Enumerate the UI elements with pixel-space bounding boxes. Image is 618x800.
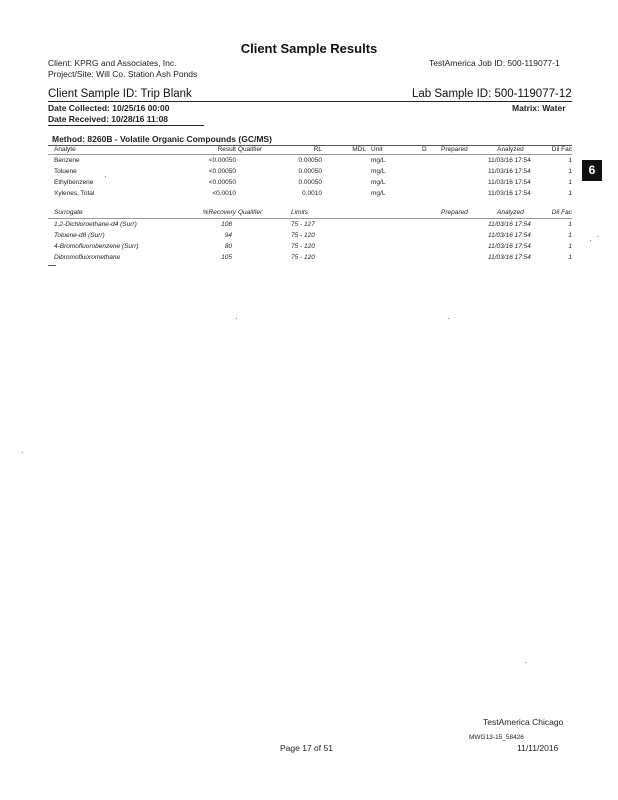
- header-rule: [48, 101, 572, 102]
- analyte-result: <0.00050: [208, 168, 236, 175]
- col-prepared: Prepared: [441, 146, 468, 153]
- surrogate-name: 1,2-Dichloroethane-d4 (Surr): [54, 221, 137, 228]
- analyte-result: <0.00050: [208, 179, 236, 186]
- col-qualifier: Qualifier: [238, 146, 263, 153]
- analyte-rl: 0.00050: [298, 168, 322, 175]
- scan-speck: [448, 318, 449, 319]
- analyte-dil-fac: 1: [568, 168, 572, 175]
- col-surr-prepared: Prepared: [441, 209, 468, 216]
- col-surr-dil-fac: Dil Fac: [551, 209, 572, 216]
- surrogate-analyzed: 11/03/16 17:54: [488, 243, 531, 250]
- lab-sample-id: Lab Sample ID: 500-119077-12: [412, 88, 572, 100]
- surrogate-analyzed: 11/03/16 17:54: [488, 254, 531, 261]
- col-recovery: %Recovery: [202, 209, 236, 216]
- client-sample-id: Client Sample ID: Trip Blank: [48, 88, 192, 100]
- job-id: TestAmerica Job ID: 500-119077-1: [429, 58, 560, 68]
- scan-speck: [236, 318, 237, 319]
- analyte-result: <0.0010: [212, 190, 236, 197]
- client-name: Client: KPRG and Associates, Inc.: [48, 58, 177, 68]
- analyte-unit: mg/L: [371, 168, 386, 175]
- analyte-analyzed: 11/03/16 17:54: [488, 168, 531, 175]
- surrogate-dil-fac: 1: [568, 232, 572, 239]
- surrogate-analyzed: 11/03/16 17:54: [488, 232, 531, 239]
- analyte-analyzed: 11/03/16 17:54: [488, 179, 531, 186]
- method-header-rule: [48, 154, 572, 155]
- analyte-rl: 0.00050: [298, 179, 322, 186]
- analyte-unit: mg/L: [371, 157, 386, 164]
- table-end-mark: [48, 265, 56, 266]
- surrogate-name: Toluene-d8 (Surr): [54, 232, 105, 239]
- analyte-rl: 0.00050: [298, 157, 322, 164]
- col-surrogate: Surrogate: [54, 209, 83, 216]
- scan-speck: [597, 236, 598, 237]
- date-collected: Date Collected: 10/25/16 00:00: [48, 103, 170, 113]
- analyte-dil-fac: 1: [568, 179, 572, 186]
- col-result: Result: [217, 146, 236, 153]
- surrogate-analyzed: 11/03/16 17:54: [488, 221, 531, 228]
- method-title: Method: 8260B - Volatile Organic Compounds (GC/MS): [52, 134, 272, 144]
- col-dil-fac: Dil Fac: [551, 146, 572, 153]
- col-unit: Unit: [371, 146, 383, 153]
- matrix: Matrix: Water: [512, 103, 566, 113]
- col-surr-analyzed: Analyzed: [497, 209, 524, 216]
- date-received-underline: [48, 125, 204, 126]
- surrogate-name: Dibromofluoromethane: [54, 254, 121, 261]
- surrogate-dil-fac: 1: [568, 243, 572, 250]
- analyte-name: Toluene: [54, 168, 77, 175]
- analyte-result: <0.00050: [208, 157, 236, 164]
- date-received: Date Received: 10/28/16 11:08: [48, 114, 169, 124]
- surrogate-header-rule: [48, 218, 572, 219]
- analyte-name: Xylenes, Total: [54, 190, 95, 197]
- scan-speck: [525, 662, 526, 663]
- analyte-rl: 0.0010: [302, 190, 322, 197]
- footer-code: MWG13-15_58426: [469, 734, 524, 741]
- scan-speck: [105, 176, 106, 177]
- page-title: Client Sample Results: [240, 41, 378, 56]
- col-analyte: Analyte: [54, 146, 76, 153]
- analyte-analyzed: 11/03/16 17:54: [488, 190, 531, 197]
- analyte-dil-fac: 1: [568, 190, 572, 197]
- footer-date: 11/11/2016: [517, 743, 559, 753]
- footer-page: Page 17 of 51: [280, 743, 333, 753]
- col-analyzed: Analyzed: [497, 146, 524, 153]
- analyte-analyzed: 11/03/16 17:54: [488, 157, 531, 164]
- surrogate-recovery: 80: [224, 243, 232, 250]
- footer-lab: TestAmerica Chicago: [483, 717, 564, 727]
- analyte-name: Benzene: [54, 157, 80, 164]
- section-tab: 6: [582, 160, 602, 181]
- project-site: Project/Site: Will Co. Station Ash Ponds: [48, 69, 198, 79]
- analyte-unit: mg/L: [371, 179, 386, 186]
- analyte-dil-fac: 1: [568, 157, 572, 164]
- scan-speck: [590, 240, 591, 241]
- surrogate-dil-fac: 1: [568, 221, 572, 228]
- surrogate-limits: 75 - 120: [291, 232, 315, 239]
- surrogate-name: 4-Bromofluorobenzene (Surr): [54, 243, 139, 250]
- surrogate-limits: 75 - 120: [291, 254, 315, 261]
- col-rl: RL: [313, 146, 322, 153]
- surrogate-limits: 75 - 127: [291, 221, 315, 228]
- col-d: D: [422, 146, 427, 153]
- surrogate-recovery: 94: [224, 232, 232, 239]
- analyte-name: Ethylbenzene: [54, 179, 94, 186]
- col-surr-qualifier: Qualifier: [238, 209, 263, 216]
- surrogate-recovery: 105: [221, 254, 232, 261]
- surrogate-recovery: 108: [221, 221, 232, 228]
- surrogate-limits: 75 - 120: [291, 243, 315, 250]
- scan-speck: [22, 452, 23, 453]
- col-limits: Limits: [291, 209, 308, 216]
- surrogate-dil-fac: 1: [568, 254, 572, 261]
- col-mdl: MDL: [352, 146, 366, 153]
- analyte-unit: mg/L: [371, 190, 386, 197]
